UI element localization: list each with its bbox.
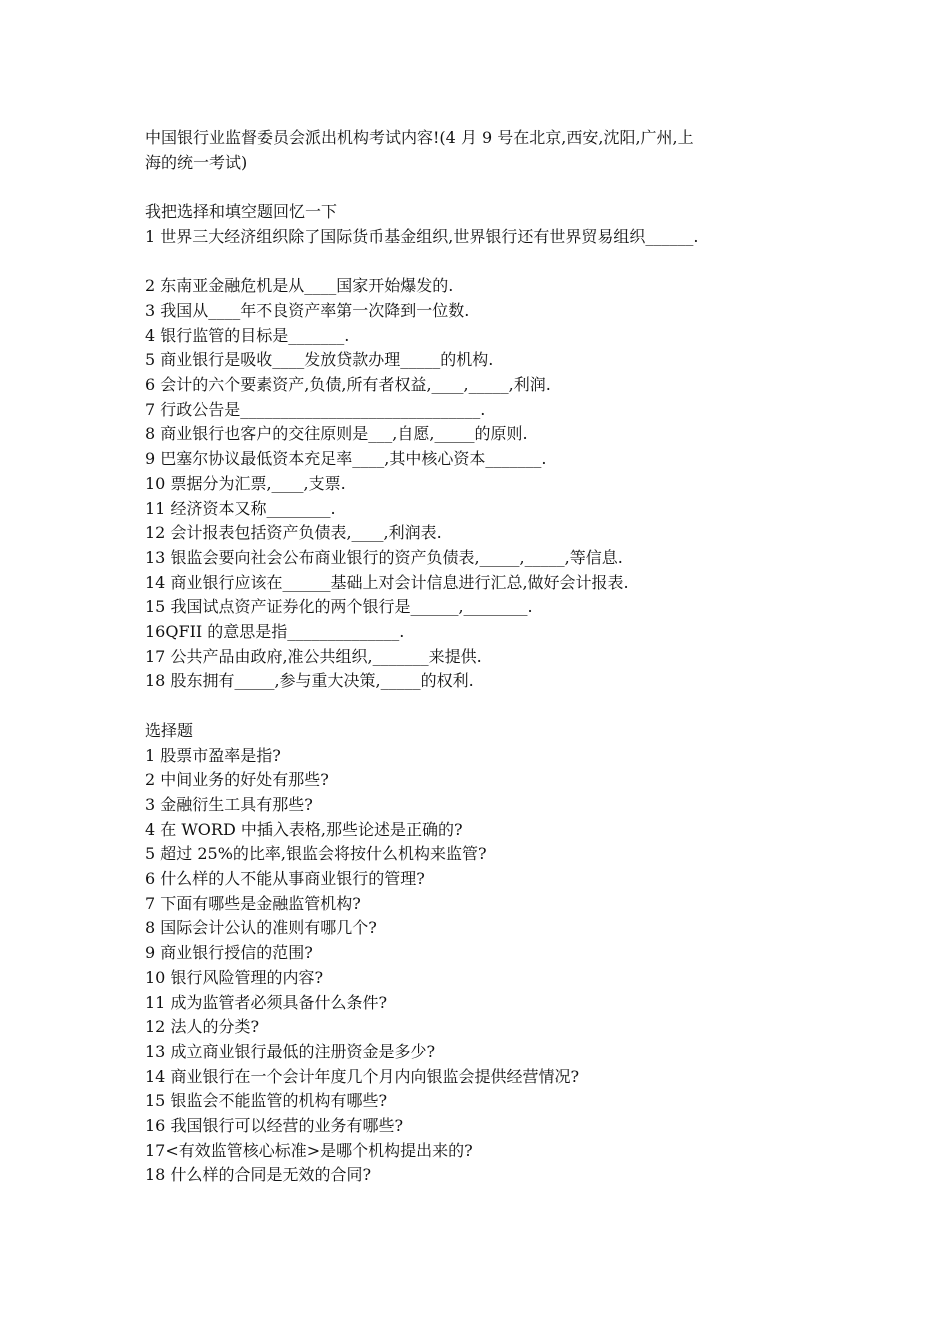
fill-blank-list xyxy=(145,225,825,694)
list-item: 10 银行风险管理的内容? xyxy=(145,967,324,987)
title-line: 中国银行业监督委员会派出机构考试内容!(4 月 9 号在北京,西安,沈阳,广州,上 xyxy=(145,128,694,147)
list-item: 18 什么样的合同是无效的合同? xyxy=(145,1165,372,1185)
list-item: 16QFII 的意思是指______________. xyxy=(145,622,405,642)
list-item: 12 法人的分类? xyxy=(145,1017,260,1037)
list-item: 11 经济资本又称________. xyxy=(145,498,336,518)
choice-list xyxy=(145,744,825,1189)
list-item: 5 超过 25%的比率,银监会将按什么机构来监管? xyxy=(145,844,487,864)
list-item: 13 银监会要向社会公布商业银行的资产负债表,_____,_____,等信息. xyxy=(145,547,623,567)
list-item: 7 下面有哪些是金融监管机构? xyxy=(145,893,361,913)
list-item: 3 金融衍生工具有那些? xyxy=(145,794,313,814)
section-heading: 选择题 xyxy=(145,720,194,740)
list-item: 7 行政公告是______________________________. xyxy=(145,399,486,419)
list-item: 6 会计的六个要素资产,负债,所有者权益,____,_____,利润. xyxy=(145,375,551,394)
list-item: 16 我国银行可以经营的业务有哪些? xyxy=(145,1116,404,1136)
list-item: 2 东南亚金融危机是从____国家开始爆发的. xyxy=(145,276,454,296)
list-item: 5 商业银行是吸收____发放贷款办理_____的机构. xyxy=(145,350,494,370)
list-item: 14 商业银行应该在______基础上对会计信息进行汇总,做好会计报表. xyxy=(145,572,629,592)
list-item: 14 商业银行在一个会计年度几个月内向银监会提供经营情况? xyxy=(145,1066,580,1086)
list-item: 15 银监会不能监管的机构有哪些? xyxy=(145,1091,388,1111)
list-item: 8 国际会计公认的准则有哪几个? xyxy=(145,918,377,938)
intro-text: 我把选择和填空题回忆一下 xyxy=(145,202,338,222)
list-item: 9 巴塞尔协议最低资本充足率____,其中核心资本_______. xyxy=(145,449,547,469)
list-item: 6 什么样的人不能从事商业银行的管理? xyxy=(145,869,425,889)
spacer xyxy=(145,250,825,275)
list-item: 17<有效监管核心标准>是哪个机构提出来的? xyxy=(145,1140,473,1160)
list-item: 13 成立商业银行最低的注册资金是多少? xyxy=(145,1041,436,1061)
list-item: 4 在 WORD 中插入表格,那些论述是正确的? xyxy=(145,819,463,839)
list-item: 8 商业银行也客户的交往原则是___,自愿,_____的原则. xyxy=(145,424,528,444)
spacer xyxy=(145,175,825,200)
list-item: 1 世界三大经济组织除了国际货币基金组织,世界银行还有世界贸易组织______. xyxy=(145,226,699,246)
list-item: 17 公共产品由政府,准公共组织,_______来提供. xyxy=(145,646,482,666)
list-item: 10 票据分为汇票,____,支票. xyxy=(145,473,346,493)
list-item: 2 中间业务的好处有那些? xyxy=(145,770,329,790)
list-item: 9 商业银行授信的范围? xyxy=(145,943,313,963)
list-item: 1 股票市盈率是指? xyxy=(145,745,281,765)
document-page xyxy=(145,126,825,1188)
list-item: 15 我国试点资产证券化的两个银行是______,________. xyxy=(145,597,533,617)
spacer xyxy=(145,694,825,719)
list-item: 3 我国从____年不良资产率第一次降到一位数. xyxy=(145,300,470,320)
list-item: 18 股东拥有_____,参与重大决策,_____的权利. xyxy=(145,671,474,691)
list-item: 11 成为监管者必须具备什么条件? xyxy=(145,992,388,1012)
list-item: 4 银行监管的目标是_______. xyxy=(145,325,350,345)
list-item: 12 会计报表包括资产负债表,____,利润表. xyxy=(145,523,442,543)
document-title xyxy=(145,126,825,175)
title-line: 海的统一考试) xyxy=(145,152,248,172)
